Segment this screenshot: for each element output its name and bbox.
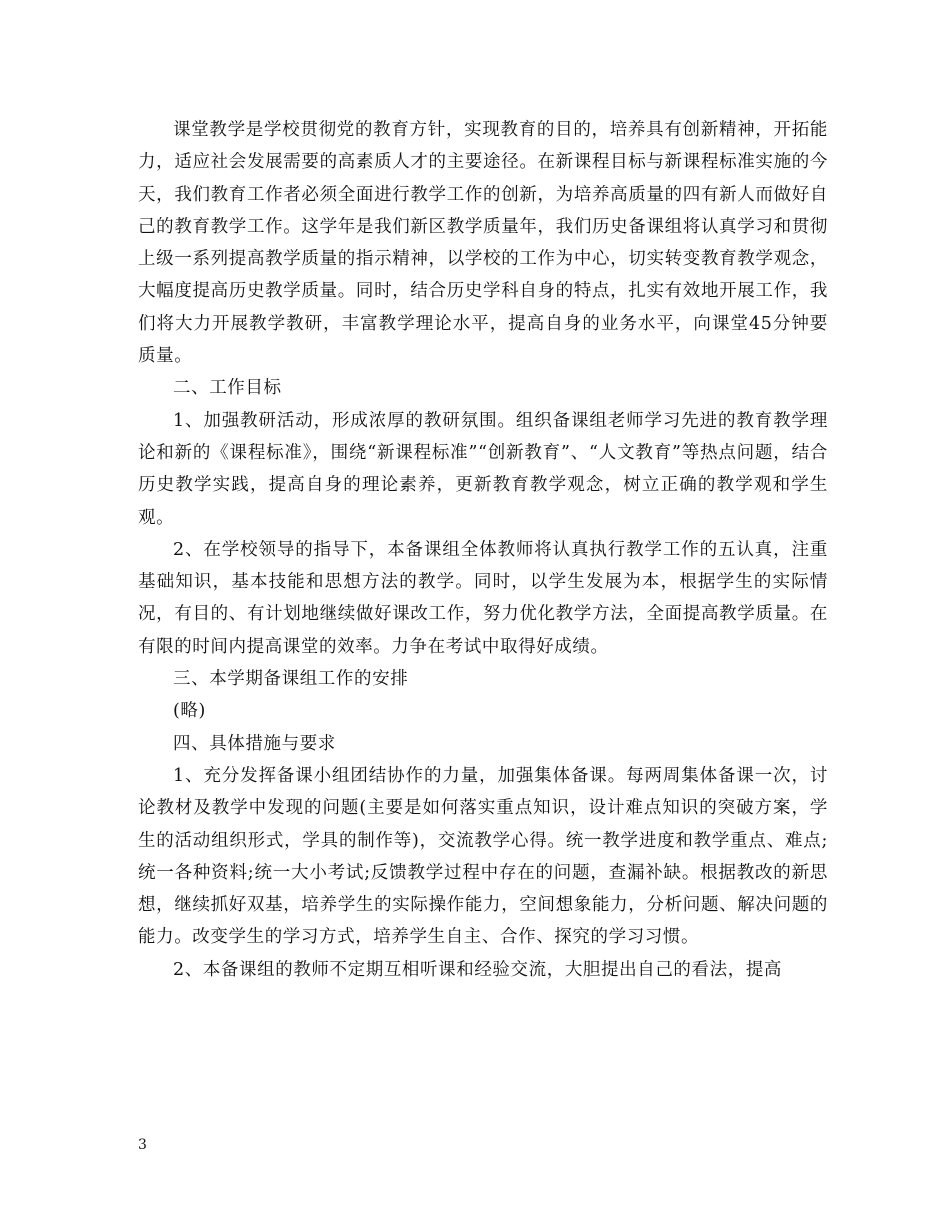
intro-paragraph: 课堂教学是学校贯彻党的教育方针，实现教育的目的，培养具有创新精神，开拓能力，适应社会发展需要的高素质人才的主要途径。在新课程目标与新课程标准实施的今天，我们教育工作者必须全面进行教学工作的创新，为培养高质量的四有新人而做好自己的教育教学工作。这学年是我们新区教学质量年，我们历史备课组将认真学习和贯彻上级一系列提高教学质量的指示精神，以学校的工作为中心，切实转变教育教学观念，大幅度提高历史教学质量。同时，结合历史学科自身的特点，扎实有效地开展工作，我们将大力开展教学教研，丰富教学理论水平，提高自身的业务水平，向课堂45分钟要质量。	[138, 120, 828, 367]
section-heading-work-goals: 二、工作目标	[173, 378, 282, 399]
page-number: 3	[138, 1137, 147, 1153]
document-body	[138, 114, 828, 986]
goal-paragraph-1: 1、加强教研活动，形成浓厚的教研氛围。组织备课组老师学习先进的教育教学理论和新的《课程标准》，围绕“新课程标准”“创新教育”、“人文教育”等热点问题，结合历史教学实践，提高自身的理论素养，更新教育教学观念，树立正确的教学观和学生观。	[138, 410, 828, 528]
goal-paragraph-2: 2、在学校领导的指导下，本备课组全体教师将认真执行教学工作的五认真，注重基础知识，基本技能和思想方法的教学。同时，以学生发展为本，根据学生的实际情况，有目的、有计划地继续做好课改工作，努力优化教学方法，全面提高教学质量。在有限的时间内提高课堂的效率。力争在考试中取得好成绩。	[138, 539, 828, 657]
measure-paragraph-1: 1、充分发挥备课小组团结协作的力量，加强集体备课。每两周集体备课一次，讨论教材及教学中发现的问题(主要是如何落实重点知识，设计难点知识的突破方案，学生的活动组织形式，学具的制作等)，交流教学心得。统一教学进度和教学重点、难点;统一各种资料;统一大小考试;反馈教学过程中存在的问题，查漏补缺。根据教改的新思想，继续抓好双基，培养学生的实际操作能力，空间想象能力，分析问题、解决问题的能力。改变学生的学习方式，培养学生自主、合作、探究的学习习惯。	[138, 765, 828, 948]
omitted-note: (略)	[173, 701, 206, 722]
measure-paragraph-2: 2、本备课组的教师不定期互相听课和经验交流，大胆提出自己的看法，提高	[173, 959, 783, 980]
section-heading-semester-arrangement: 三、本学期备课组工作的安排	[173, 669, 409, 690]
section-heading-measures: 四、具体措施与要求	[173, 733, 336, 754]
